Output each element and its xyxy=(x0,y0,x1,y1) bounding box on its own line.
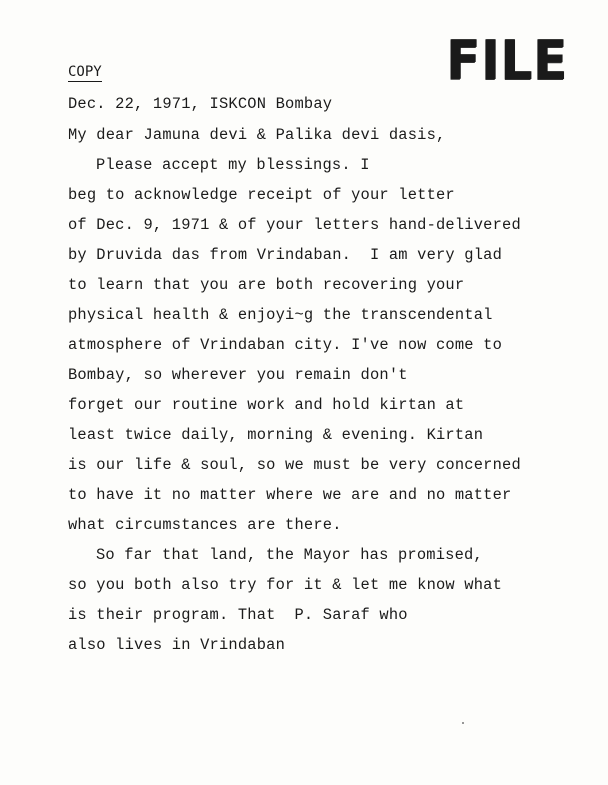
letter-body-line: least twice daily, morning & evening. Kirtan xyxy=(68,426,484,444)
letter-body-line: of Dec. 9, 1971 & of your letters hand-delivered xyxy=(68,216,521,234)
letter-body-line: what circumstances are there. xyxy=(68,516,342,534)
letter-salutation: My dear Jamuna devi & Palika devi dasis, xyxy=(68,126,446,144)
letter-body-line: Bombay, so wherever you remain don't xyxy=(68,366,408,384)
letter-body-line: atmosphere of Vrindaban city. I've now come to xyxy=(68,336,503,354)
scan-speck xyxy=(462,722,464,724)
file-stamp: FILE xyxy=(446,29,568,92)
letter-body-line: Please accept my blessings. I xyxy=(96,156,370,174)
letter-body-line: is our life & soul, so we must be very concerned xyxy=(68,456,521,474)
letter-body-line: by Druvida das from Vrindaban. I am very glad xyxy=(68,246,503,264)
letter-body-line: also lives in Vrindaban xyxy=(68,636,286,654)
letter-body-line: forget our routine work and hold kirtan at xyxy=(68,396,465,414)
letter-body-line: is their program. That P. Saraf who xyxy=(68,606,408,624)
letter-body-line: so you both also try for it & let me know what xyxy=(68,576,503,594)
letter-body-line: beg to acknowledge receipt of your letter xyxy=(68,186,455,204)
letter-body-line: to learn that you are both recovering your xyxy=(68,276,465,294)
letter-body-line: physical health & enjoyi~g the transcendental xyxy=(68,306,493,324)
letter-body-line: to have it no matter where we are and no matter xyxy=(68,486,512,504)
letter-body-line: So far that land, the Mayor has promised, xyxy=(96,546,483,564)
letter-date-line: Dec. 22, 1971, ISKCON Bombay xyxy=(68,95,333,113)
copy-label: COPY xyxy=(68,65,102,82)
